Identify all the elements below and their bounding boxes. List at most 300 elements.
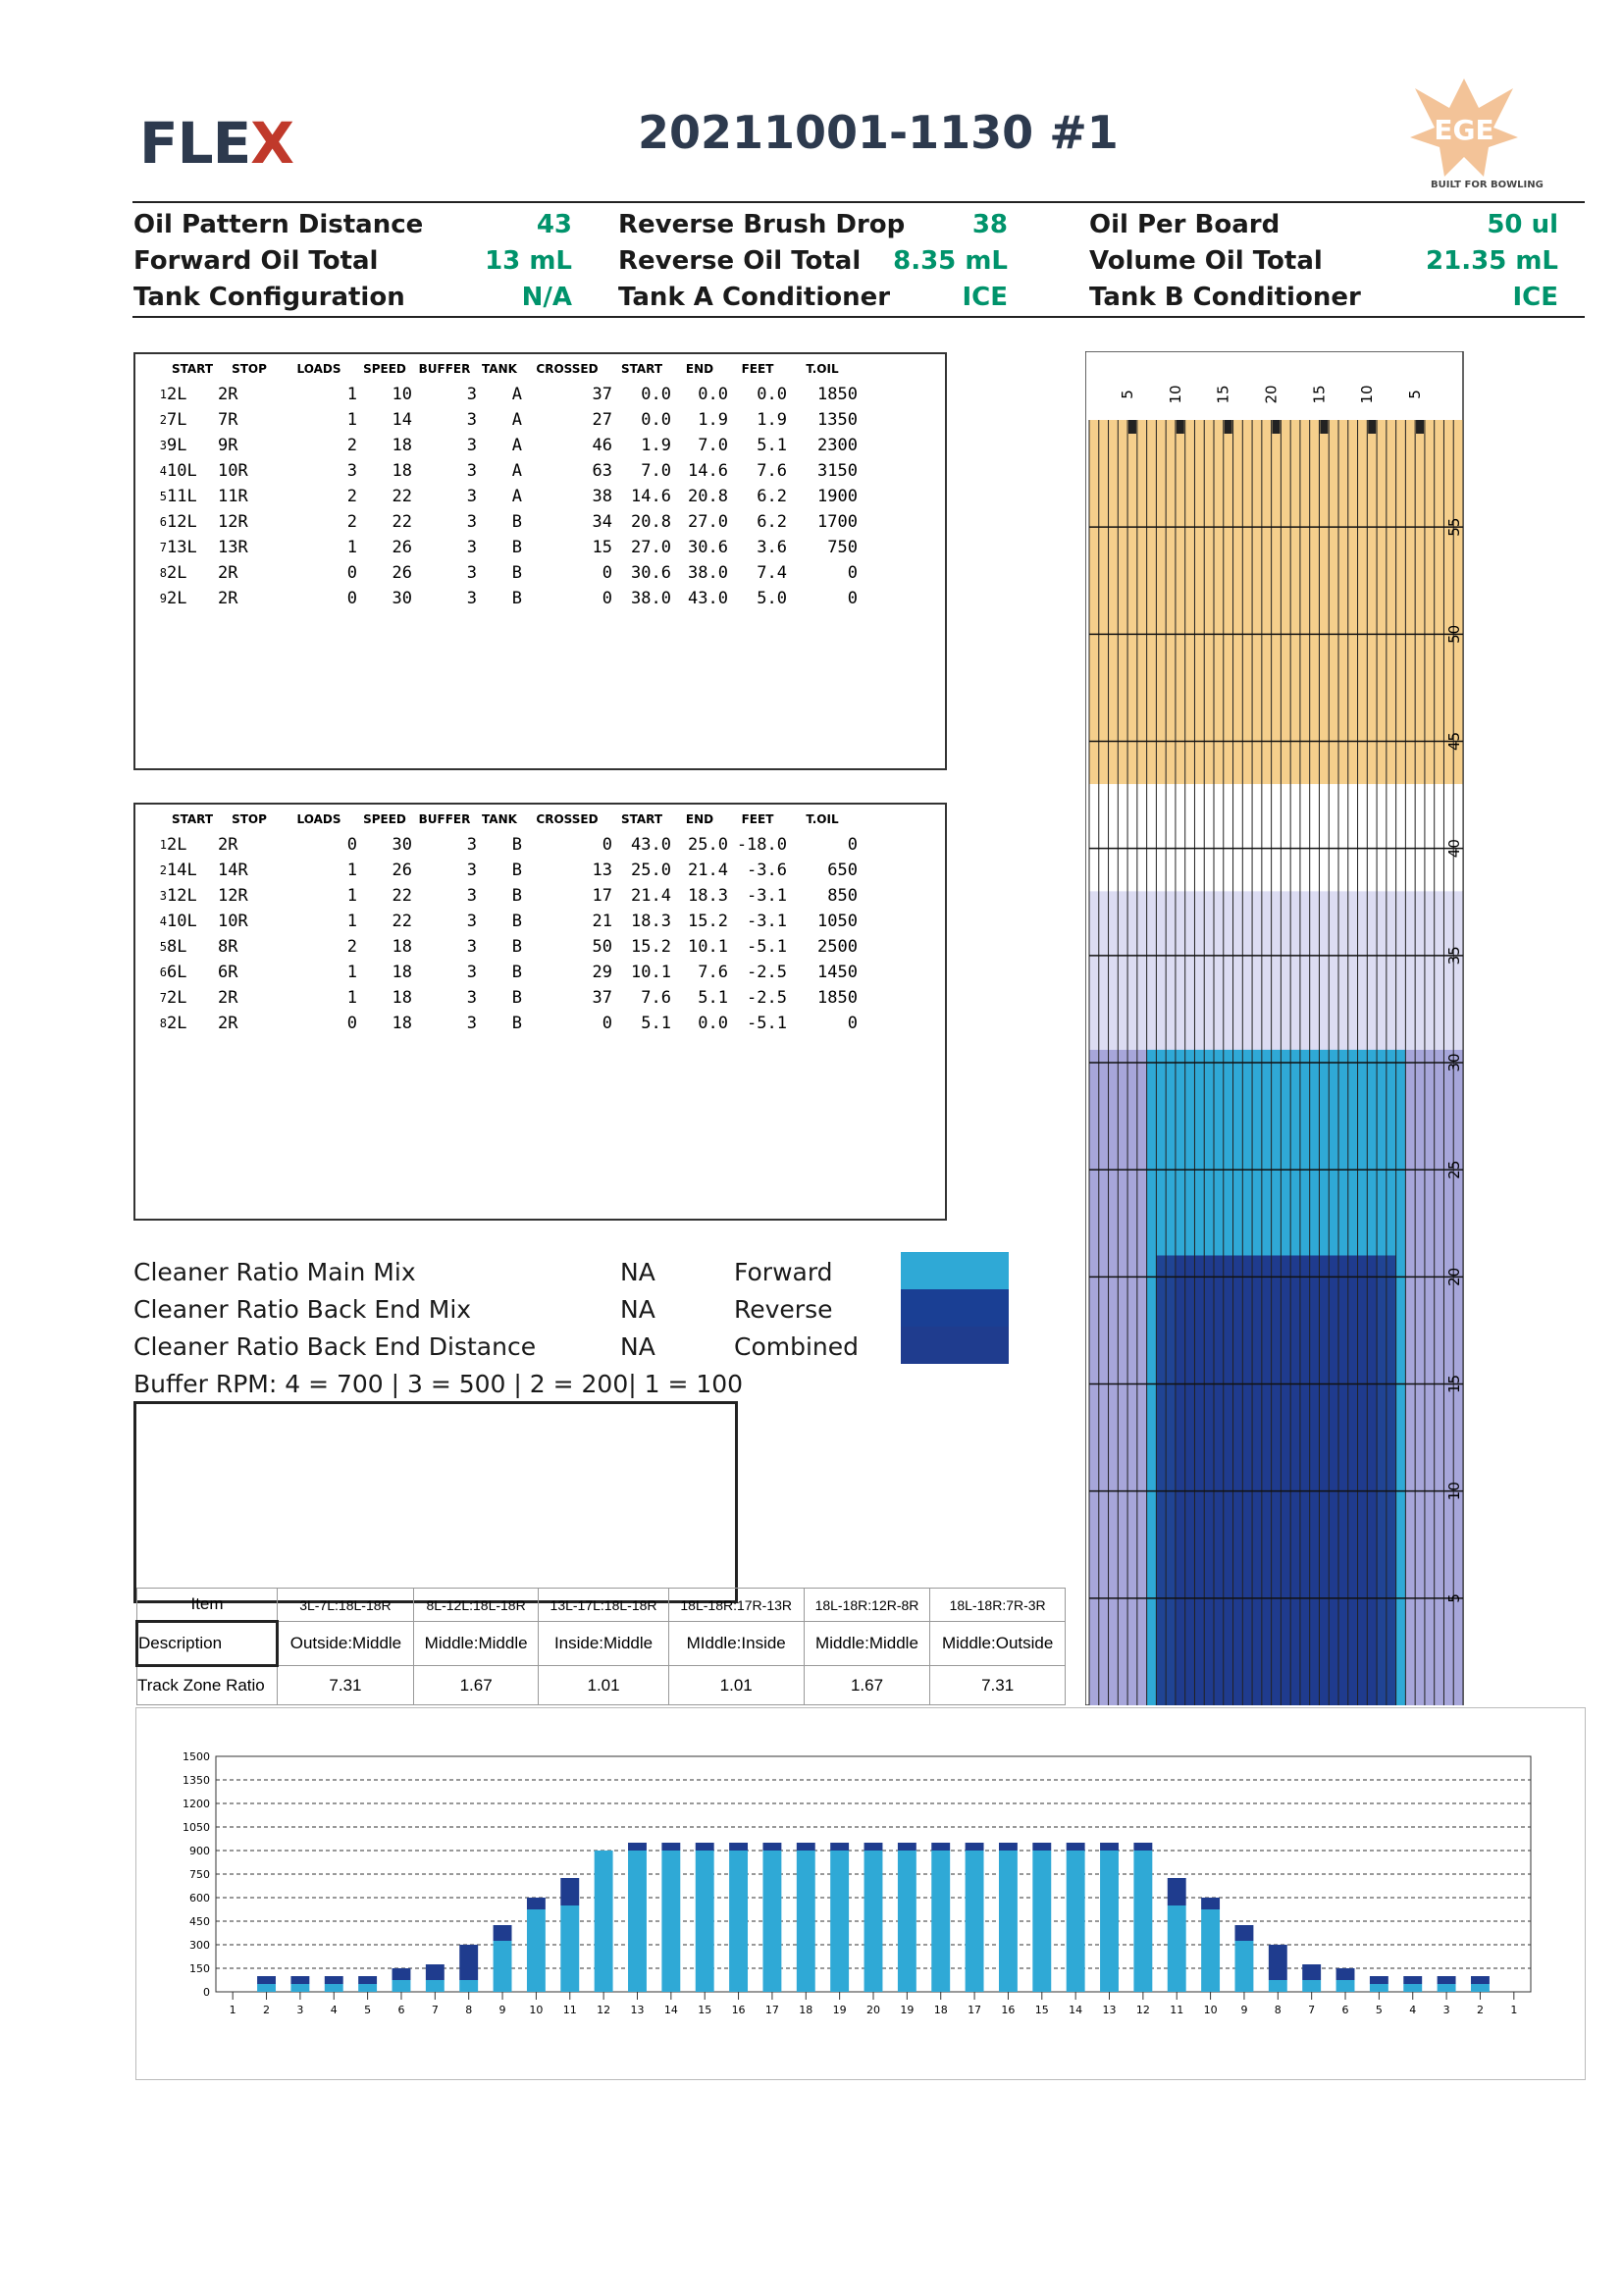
summary-divider: [132, 316, 1585, 318]
step-cell: A: [511, 461, 522, 481]
step-cell: 1: [346, 538, 357, 557]
step-cell: 5: [159, 940, 167, 954]
step-cell: 10.1: [688, 937, 728, 957]
step-cell: 10R: [218, 912, 248, 931]
step-cell: 12L: [167, 886, 197, 906]
step-cell: 2R: [218, 988, 238, 1008]
forward-bar: [1438, 1984, 1456, 1992]
track-zone-row: [137, 1622, 1066, 1666]
buffer-rpm-note: Buffer RPM: 4 = 700 | 3 = 500 | 2 = 200| 1 = 100: [133, 1370, 744, 1398]
step-cell: 22: [392, 912, 412, 931]
x-tick-label: 9: [1240, 2004, 1248, 2016]
arrow-marker: [1177, 420, 1184, 434]
reverse-bar: [1168, 1878, 1186, 1905]
legend-forward-label: Forward: [734, 1258, 833, 1286]
step-cell: 21: [592, 912, 612, 931]
track-zone-cell: Middle:Outside: [930, 1622, 1066, 1666]
forward-bar: [1235, 1941, 1254, 1992]
forward-bar: [966, 1851, 984, 1992]
step-cell: 3: [466, 538, 477, 557]
step-cell: 15.2: [631, 937, 671, 957]
step-cell: 30.6: [688, 538, 728, 557]
legend-reverse-label: Reverse: [734, 1295, 833, 1324]
step-cell: A: [511, 487, 522, 506]
x-tick-label: 14: [1069, 2004, 1083, 2016]
x-tick-label: 18: [799, 2004, 813, 2016]
step-cell: 650: [827, 861, 858, 880]
oil-block: [1166, 1127, 1387, 1256]
step-cell: B: [511, 988, 522, 1008]
reverse-bar: [1133, 1843, 1152, 1851]
step-cell: 1050: [817, 912, 858, 931]
forward-bar: [1336, 1980, 1355, 1992]
step-cell: 0: [346, 589, 357, 608]
step-cell: 6: [159, 965, 167, 979]
step-cell: 1: [346, 385, 357, 404]
forward-bar: [595, 1851, 613, 1992]
x-tick-label: 3: [296, 2004, 304, 2016]
step-header: BUFFER: [418, 812, 471, 826]
y-tick-label: 600: [189, 1892, 210, 1905]
step-cell: 18.3: [688, 886, 728, 906]
reverse-bar: [1370, 1976, 1388, 1984]
step-header: START: [171, 362, 214, 376]
forward-bar: [830, 1851, 849, 1992]
step-cell: 2: [346, 937, 357, 957]
reverse-bar: [661, 1843, 680, 1851]
track-zone-cell: 18L-18R:7R-3R: [930, 1589, 1066, 1622]
step-row: [145, 1011, 858, 1036]
step-cell: B: [511, 912, 522, 931]
track-zone-cell: Middle:Middle: [804, 1622, 930, 1666]
cleaner-main-mix-label: Cleaner Ratio Main Mix: [133, 1258, 416, 1286]
summary-value: ICE: [1512, 283, 1558, 312]
step-cell: 5.1: [641, 1014, 671, 1033]
step-row: [145, 509, 858, 535]
x-tick-label: 16: [1001, 2004, 1016, 2016]
step-cell: 7L: [167, 410, 187, 430]
step-cell: 0.0: [698, 1014, 728, 1033]
x-tick-label: 5: [364, 2004, 372, 2016]
step-cell: 3.6: [757, 538, 787, 557]
step-header: START: [171, 812, 214, 826]
step-cell: 1450: [817, 963, 858, 982]
step-header: STOP: [232, 812, 267, 826]
step-cell: A: [511, 385, 522, 404]
forward-bar: [426, 1980, 445, 1992]
step-cell: 15: [592, 538, 612, 557]
arrow-marker: [1273, 420, 1281, 434]
step-header: T.OIL: [806, 362, 839, 376]
y-tick-label: 750: [189, 1868, 210, 1881]
x-tick-label: 15: [698, 2004, 712, 2016]
step-header: SPEED: [363, 362, 406, 376]
step-cell: 63: [592, 461, 612, 481]
step-cell: 0.0: [757, 385, 787, 404]
step-cell: -2.5: [747, 963, 787, 982]
x-tick-label: 19: [900, 2004, 915, 2016]
y-tick-label: 450: [189, 1915, 210, 1928]
step-cell: 11L: [167, 487, 197, 506]
step-cell: 750: [827, 538, 858, 557]
summary-value: N/A: [521, 283, 572, 312]
step-header: T.OIL: [806, 812, 839, 826]
step-cell: 2L: [167, 563, 187, 583]
step-cell: 5.0: [757, 589, 787, 608]
x-tick-label: 20: [866, 2004, 880, 2016]
step-cell: 1: [346, 861, 357, 880]
step-cell: 38.0: [631, 589, 671, 608]
step-cell: 1.9: [641, 436, 671, 455]
step-cell: 1850: [817, 385, 858, 404]
step-cell: A: [511, 436, 522, 455]
step-cell: 2: [159, 413, 167, 427]
cleaner-back-end-distance-label: Cleaner Ratio Back End Distance: [133, 1332, 537, 1361]
reverse-bar: [494, 1925, 512, 1941]
step-cell: 1: [346, 963, 357, 982]
forward-bar: [931, 1851, 950, 1992]
step-cell: B: [511, 1014, 522, 1033]
header-divider: [132, 201, 1585, 203]
x-tick-label: 18: [933, 2004, 948, 2016]
step-cell: 27.0: [631, 538, 671, 557]
step-cell: 3: [466, 512, 477, 532]
step-cell: 26: [392, 861, 412, 880]
distance-label: 50: [1445, 624, 1463, 644]
arrow-marker: [1368, 420, 1376, 434]
summary-value: ICE: [962, 283, 1008, 312]
step-cell: 1: [159, 838, 167, 852]
step-row: [145, 985, 858, 1011]
step-cell: 2300: [817, 436, 858, 455]
summary-value: 13 mL: [485, 246, 572, 276]
step-cell: 7.4: [757, 563, 787, 583]
distance-label: 15: [1445, 1374, 1463, 1394]
step-cell: 8R: [218, 937, 238, 957]
distance-label: 55: [1445, 517, 1463, 537]
step-cell: 25.0: [631, 861, 671, 880]
arrow-marker: [1225, 420, 1232, 434]
step-cell: 18: [392, 963, 412, 982]
step-cell: 37: [592, 988, 612, 1008]
x-tick-label: 17: [968, 2004, 982, 2016]
x-tick-label: 15: [1034, 2004, 1049, 2016]
step-cell: 7: [159, 991, 167, 1005]
reverse-bar: [1201, 1898, 1220, 1909]
step-cell: 8: [159, 1017, 167, 1030]
legend-reverse-swatch: [901, 1289, 1009, 1327]
reverse-bar: [762, 1843, 781, 1851]
reverse-bar: [966, 1843, 984, 1851]
track-zone-cell: 18L-18R:17R-13R: [668, 1589, 804, 1622]
y-tick-label: 1050: [183, 1821, 210, 1834]
step-row: [145, 560, 858, 586]
forward-bar: [1403, 1984, 1422, 1992]
step-cell: 30.6: [631, 563, 671, 583]
reverse-bar: [797, 1843, 815, 1851]
distance-label: 20: [1445, 1267, 1463, 1286]
step-cell: 20.8: [631, 512, 671, 532]
step-row: [145, 382, 858, 407]
step-cell: 27.0: [688, 512, 728, 532]
step-header: CROSSED: [536, 362, 599, 376]
step-cell: 0: [602, 563, 612, 583]
step-cell: 14: [392, 410, 412, 430]
step-cell: B: [511, 835, 522, 855]
summary-label: Oil Pattern Distance: [133, 210, 424, 239]
step-cell: 50: [592, 937, 612, 957]
x-tick-label: 1: [1510, 2004, 1518, 2016]
distance-label: 5: [1445, 1593, 1463, 1603]
step-header: SPEED: [363, 812, 406, 826]
step-cell: 20.8: [688, 487, 728, 506]
track-zone-row: [137, 1589, 1066, 1622]
step-cell: 29: [592, 963, 612, 982]
step-cell: 0: [602, 589, 612, 608]
step-cell: 0: [346, 835, 357, 855]
step-cell: B: [511, 512, 522, 532]
forward-bar: [1471, 1984, 1490, 1992]
forward-bar: [325, 1984, 343, 1992]
light-oil-zone: [1089, 891, 1463, 1050]
step-cell: 6.2: [757, 512, 787, 532]
step-cell: 3: [466, 861, 477, 880]
forward-bar: [560, 1905, 579, 1992]
step-row: [145, 458, 858, 484]
forward-bar: [290, 1984, 309, 1992]
x-tick-label: 12: [1135, 2004, 1150, 2016]
step-cell: 2L: [167, 589, 187, 608]
track-zone-cell: 18L-18R:12R-8R: [804, 1589, 930, 1622]
track-zone-cell: 13L-17L:18L-18R: [539, 1589, 668, 1622]
step-cell: 7: [159, 541, 167, 554]
x-tick-label: 13: [1102, 2004, 1117, 2016]
summary-label: Oil Per Board: [1089, 210, 1281, 239]
step-row: [145, 832, 858, 858]
track-zone-cell: 1.67: [413, 1666, 538, 1705]
forward-bar: [1269, 1980, 1287, 1992]
y-tick-label: 1350: [183, 1774, 210, 1787]
x-tick-label: 2: [263, 2004, 271, 2016]
step-cell: -3.1: [747, 912, 787, 931]
track-zone-cell: 1.67: [804, 1666, 930, 1705]
step-header: LOADS: [296, 362, 341, 376]
x-tick-label: 4: [1409, 2004, 1417, 2016]
distance-label: 40: [1445, 839, 1463, 859]
oil-block: [1156, 1256, 1395, 1706]
summary-label: Tank A Conditioner: [618, 283, 891, 312]
y-tick-label: 1200: [183, 1798, 210, 1810]
x-tick-label: 1: [229, 2004, 236, 2016]
summary-value: 21.35 mL: [1426, 246, 1558, 276]
step-cell: 2: [159, 863, 167, 877]
forward-bar: [527, 1909, 546, 1992]
step-cell: 18.3: [631, 912, 671, 931]
step-cell: 3: [466, 589, 477, 608]
step-row: [145, 407, 858, 433]
forward-bar: [459, 1980, 478, 1992]
step-cell: 1850: [817, 988, 858, 1008]
step-cell: -5.1: [747, 1014, 787, 1033]
step-cell: 21.4: [688, 861, 728, 880]
reverse-bar: [729, 1843, 748, 1851]
cleaner-back-end-mix-value: NA: [620, 1295, 655, 1324]
step-header: BUFFER: [418, 362, 471, 376]
buffer-zone: [1089, 420, 1463, 784]
step-cell: 3: [159, 439, 167, 452]
step-cell: A: [511, 410, 522, 430]
x-tick-label: 12: [597, 2004, 611, 2016]
x-tick-label: 6: [1341, 2004, 1349, 2016]
forward-bar: [1370, 1984, 1388, 1992]
track-zone-cell: 7.31: [278, 1666, 414, 1705]
step-header: LOADS: [296, 812, 341, 826]
step-cell: 43.0: [688, 589, 728, 608]
step-cell: 18: [392, 988, 412, 1008]
reverse-bar: [325, 1976, 343, 1984]
step-cell: 13L: [167, 538, 197, 557]
step-cell: 12L: [167, 512, 197, 532]
summary-label: Reverse Oil Total: [618, 246, 862, 276]
arrow-label: 10: [1358, 385, 1377, 404]
step-cell: 1.9: [757, 410, 787, 430]
forward-bar: [628, 1851, 647, 1992]
reverse-bar: [1235, 1925, 1254, 1941]
step-header: CROSSED: [536, 812, 599, 826]
step-cell: 3: [466, 410, 477, 430]
step-cell: 0.0: [641, 385, 671, 404]
forward-steps-panel: [133, 352, 947, 770]
step-cell: 7R: [218, 410, 238, 430]
step-row: [145, 586, 858, 611]
step-cell: 18: [392, 436, 412, 455]
x-tick-label: 14: [663, 2004, 678, 2016]
step-cell: -3.1: [747, 886, 787, 906]
step-cell: 37: [592, 385, 612, 404]
forward-bar: [1201, 1909, 1220, 1992]
track-zone-row: [137, 1666, 1066, 1705]
step-cell: 0: [847, 1014, 858, 1033]
step-header: END: [685, 812, 714, 826]
step-cell: B: [511, 589, 522, 608]
step-cell: 2R: [218, 1014, 238, 1033]
reverse-bar: [1067, 1843, 1085, 1851]
step-cell: 9R: [218, 436, 238, 455]
forward-bar: [661, 1851, 680, 1992]
forward-bar: [257, 1984, 276, 1992]
step-cell: 0: [346, 563, 357, 583]
step-header: START: [620, 362, 663, 376]
step-cell: 13: [592, 861, 612, 880]
track-zone-cell: 3L-7L:18L-18R: [278, 1589, 414, 1622]
reverse-bar: [1403, 1976, 1422, 1984]
reverse-bar: [1438, 1976, 1456, 1984]
step-cell: 3: [466, 436, 477, 455]
forward-bar: [797, 1851, 815, 1992]
step-cell: 3: [466, 1014, 477, 1033]
arrow-marker: [1320, 420, 1328, 434]
forward-bar: [999, 1851, 1018, 1992]
track-zone-row-label: Item: [137, 1589, 278, 1622]
step-cell: 850: [827, 886, 858, 906]
step-cell: B: [511, 861, 522, 880]
reverse-bar: [1032, 1843, 1051, 1851]
forward-bar: [358, 1984, 377, 1992]
arrow-label: 10: [1166, 385, 1184, 404]
step-row: [145, 433, 858, 458]
step-cell: 0: [847, 835, 858, 855]
step-header: FEET: [741, 362, 774, 376]
reverse-bar: [393, 1968, 411, 1980]
reverse-bar: [864, 1843, 883, 1851]
reverse-bar: [696, 1843, 714, 1851]
step-cell: 3: [466, 988, 477, 1008]
step-cell: B: [511, 538, 522, 557]
x-tick-label: 10: [529, 2004, 544, 2016]
x-tick-label: 3: [1442, 2004, 1450, 2016]
distance-label: 45: [1445, 731, 1463, 752]
track-zone-cell: Middle:Middle: [413, 1622, 538, 1666]
step-cell: 1: [346, 410, 357, 430]
track-zone-table: [135, 1588, 1066, 1705]
summary-value: 8.35 mL: [893, 246, 1008, 276]
x-tick-label: 4: [330, 2004, 338, 2016]
forward-bar: [1032, 1851, 1051, 1992]
step-cell: 7.0: [698, 436, 728, 455]
reverse-bar: [459, 1945, 478, 1980]
step-cell: 10R: [218, 461, 248, 481]
cleaner-back-end-mix-label: Cleaner Ratio Back End Mix: [133, 1295, 472, 1324]
step-cell: 11R: [218, 487, 248, 506]
reverse-bar: [1471, 1976, 1490, 1984]
step-row: [145, 934, 858, 960]
step-cell: 38.0: [688, 563, 728, 583]
step-cell: 46: [592, 436, 612, 455]
track-zone-cell: 1.01: [668, 1666, 804, 1705]
arrow-label: 15: [1214, 385, 1232, 404]
step-cell: -2.5: [747, 988, 787, 1008]
y-tick-label: 300: [189, 1939, 210, 1952]
step-cell: 1: [346, 886, 357, 906]
step-cell: 2L: [167, 385, 187, 404]
step-row: [145, 909, 858, 934]
step-cell: -5.1: [747, 937, 787, 957]
y-tick-label: 900: [189, 1845, 210, 1857]
step-row: [145, 484, 858, 509]
distance-label: 10: [1445, 1482, 1463, 1501]
step-cell: 1.9: [698, 410, 728, 430]
x-tick-label: 7: [1308, 2004, 1316, 2016]
step-cell: 2L: [167, 988, 187, 1008]
step-cell: 12R: [218, 512, 248, 532]
lane-oil-graph: [1085, 351, 1478, 1705]
reverse-bar: [898, 1843, 916, 1851]
forward-bar: [696, 1851, 714, 1992]
forward-bar: [1168, 1905, 1186, 1992]
step-cell: 4: [159, 464, 167, 478]
cleaner-back-end-distance-value: NA: [620, 1332, 655, 1361]
step-cell: 14R: [218, 861, 248, 880]
step-cell: 18: [392, 1014, 412, 1033]
track-zone-cell: 8L-12L:18L-18R: [413, 1589, 538, 1622]
summary-label: Reverse Brush Drop: [618, 210, 906, 239]
step-cell: 3: [466, 835, 477, 855]
forward-bar: [393, 1980, 411, 1992]
step-cell: 3: [466, 563, 477, 583]
legend-combined-label: Combined: [734, 1332, 860, 1361]
x-tick-label: 10: [1203, 2004, 1218, 2016]
step-header: END: [685, 362, 714, 376]
